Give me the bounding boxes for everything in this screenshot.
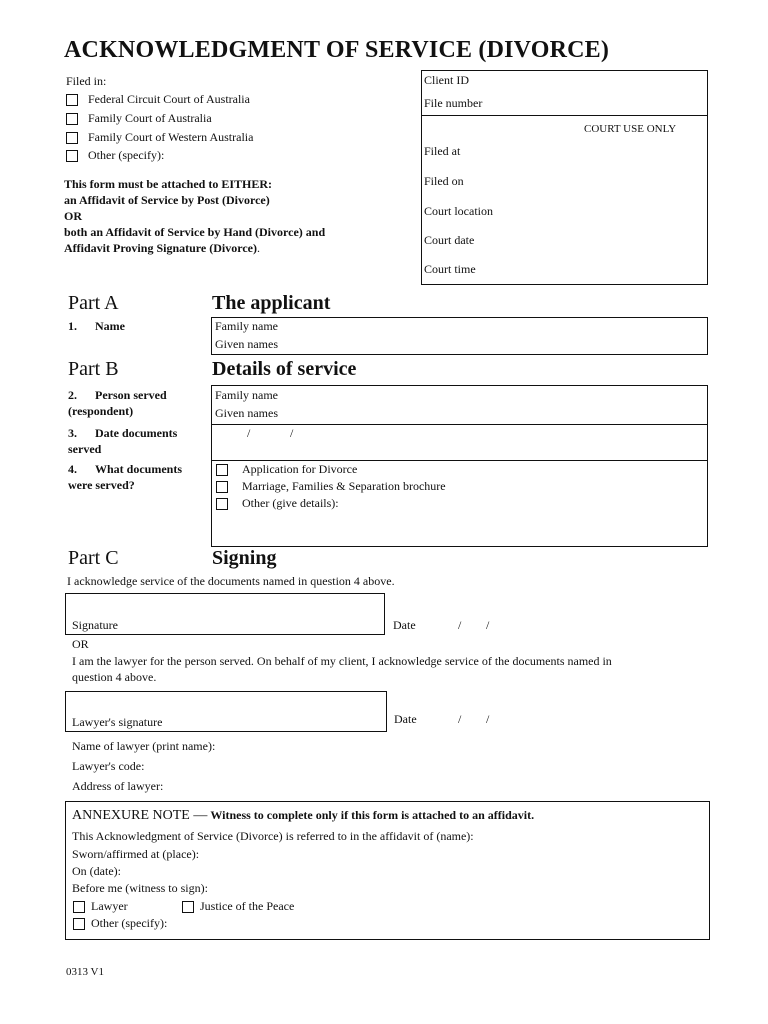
signature-date-label: Date	[393, 618, 416, 632]
lawyer-statement-line: question 4 above.	[72, 670, 157, 684]
or-separator: OR	[72, 637, 89, 651]
filed-in-label: Filed in:	[66, 74, 107, 88]
sworn-at-place-field[interactable]: Sworn/affirmed at (place):	[72, 847, 200, 861]
attach-note-line-end: .	[256, 241, 260, 255]
attach-note-line	[64, 241, 260, 256]
filed-at-field[interactable]: Filed at	[424, 144, 461, 158]
checkbox-witness-lawyer[interactable]	[73, 901, 85, 913]
file-number-field[interactable]: File number	[424, 96, 483, 110]
q2-label: Person served	[95, 388, 167, 402]
witness-label: Before me (witness to sign):	[72, 881, 208, 895]
checkbox-family-court-australia[interactable]	[66, 113, 78, 125]
q2-number: 2.	[68, 388, 77, 402]
witness-option-label: Lawyer	[91, 899, 128, 913]
court-location-field[interactable]: Court location	[424, 204, 493, 218]
court-time-field[interactable]: Court time	[424, 262, 476, 276]
q4-label: What documents	[95, 462, 183, 476]
part-c-label: Part C	[68, 547, 119, 569]
q3-number: 3.	[68, 426, 77, 440]
q1-label: Name	[95, 319, 125, 333]
document-option-label: Application for Divorce	[242, 462, 358, 476]
respondent-given-names-field[interactable]: Given names	[215, 406, 278, 420]
part-a-label: Part A	[68, 292, 119, 314]
signature-label: Signature	[72, 618, 118, 632]
applicant-name-box	[211, 317, 708, 355]
document-option-label: Other (give details):	[242, 496, 339, 510]
q3-label-sub: served	[68, 442, 102, 456]
witness-option-label: Other (specify):	[91, 916, 168, 930]
annexure-title-instruction: Witness to complete only if this form is attached to an affidavit.	[210, 808, 535, 822]
respondent-family-name-field[interactable]: Family name	[215, 388, 278, 402]
filed-in-option-label: Federal Circuit Court of Australia	[88, 92, 250, 106]
date-separator: /	[458, 618, 462, 632]
court-use-only-label: COURT USE ONLY	[584, 123, 677, 135]
applicant-given-names-field[interactable]: Given names	[215, 337, 278, 351]
attach-note-line: both an Affidavit of Service by Hand (Divorce) and	[64, 225, 326, 239]
form-code: 0313 V1	[66, 966, 104, 978]
q2-label-sub: (respondent)	[68, 404, 134, 418]
divider	[211, 424, 708, 425]
name-of-lawyer-field[interactable]: Name of lawyer (print name):	[72, 739, 216, 753]
applicant-family-name-field[interactable]: Family name	[215, 319, 278, 333]
sworn-on-date-field[interactable]: On (date):	[72, 864, 121, 878]
part-b-heading: Details of service	[212, 358, 357, 380]
filed-on-field[interactable]: Filed on	[424, 174, 464, 188]
date-separator: /	[290, 426, 294, 440]
checkbox-application-for-divorce[interactable]	[216, 464, 228, 476]
court-date-field[interactable]: Court date	[424, 233, 475, 247]
affidavit-of-name-field[interactable]: This Acknowledgment of Service (Divorce) is referred to in the affidavit of (name):	[72, 829, 474, 843]
checkbox-witness-jp[interactable]	[182, 901, 194, 913]
date-separator: /	[458, 712, 462, 726]
attach-note-line: an Affidavit of Service by Post (Divorce)	[64, 193, 270, 207]
checkbox-filed-in-other[interactable]	[66, 150, 78, 162]
q1-number: 1.	[68, 319, 77, 333]
lawyer-date-label: Date	[394, 712, 417, 726]
part-b-label: Part B	[68, 358, 119, 380]
filed-in-option-label: Family Court of Australia	[88, 111, 212, 125]
lawyer-statement-line: I am the lawyer for the person served. On behalf of my client, I acknowledge service of the documents named in	[72, 654, 612, 668]
date-separator: /	[486, 618, 490, 632]
court-use-box	[421, 115, 708, 285]
client-id-field[interactable]: Client ID	[424, 73, 469, 87]
acknowledge-statement: I acknowledge service of the documents named in question 4 above.	[67, 574, 395, 588]
witness-option-label: Justice of the Peace	[200, 899, 295, 913]
lawyer-signature-label: Lawyer's signature	[72, 715, 163, 729]
page-title: ACKNOWLEDGMENT OF SERVICE (DIVORCE)	[64, 37, 610, 63]
part-c-heading: Signing	[212, 547, 277, 569]
filed-in-option-label: Family Court of Western Australia	[88, 130, 254, 144]
annexure-title-label: ANNEXURE NOTE —	[72, 808, 208, 823]
address-of-lawyer-field[interactable]: Address of lawyer:	[72, 779, 164, 793]
checkbox-other-documents[interactable]	[216, 498, 228, 510]
document-option-label: Marriage, Families & Separation brochure	[242, 479, 446, 493]
checkbox-family-court-wa[interactable]	[66, 132, 78, 144]
date-separator: /	[486, 712, 490, 726]
date-separator: /	[247, 426, 251, 440]
filed-in-option-label: Other (specify):	[88, 148, 165, 162]
lawyers-code-field[interactable]: Lawyer's code:	[72, 759, 145, 773]
part-a-heading: The applicant	[212, 292, 331, 314]
q4-label-sub: were served?	[68, 478, 135, 492]
annexure-title	[72, 808, 534, 824]
attach-note-line-text: Affidavit Proving Signature (Divorce)	[64, 241, 257, 255]
q3-label: Date documents	[95, 426, 178, 440]
divider	[211, 460, 708, 461]
checkbox-witness-other[interactable]	[73, 918, 85, 930]
checkbox-brochure[interactable]	[216, 481, 228, 493]
attach-note-line: This form must be attached to EITHER:	[64, 177, 273, 191]
attach-note-line: OR	[64, 209, 82, 223]
q4-number: 4.	[68, 462, 77, 476]
checkbox-federal-circuit-court[interactable]	[66, 94, 78, 106]
